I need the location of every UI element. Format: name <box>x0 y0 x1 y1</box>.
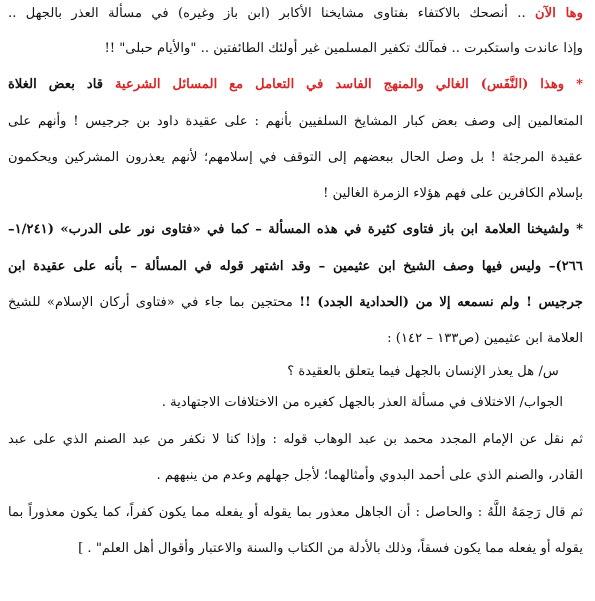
line-text: العلامة ابن عثيمين (ص١٣٣ – ١٤٢) : <box>387 331 583 346</box>
quote-answer-line <box>8 390 563 416</box>
line-text: ٢٦٦)– وليس فيها وصف الشيخ ابن عثيمين – وقد اشتهر قوله في المسألة – بأنه على عقيدة ابن <box>8 259 583 274</box>
line-text: .. أنصحك بالاكتفاء بفتاوى مشايخنا الأكابر (ابن باز وغيره) في مسألة العذر بالجهل .. <box>8 6 536 21</box>
line-text: محتجين بما جاء في «فتاوى أركان الإسلام» للشيخ <box>8 295 300 310</box>
paragraph-line-7 <box>8 217 583 243</box>
paragraph-line-5 <box>8 145 583 171</box>
paragraph-line-13 <box>8 427 583 453</box>
line-text: بإسلام الكافرين على فهم هؤلاء الزمرة الغالين ! <box>323 186 583 201</box>
paragraph-line-2 <box>8 36 583 62</box>
line-text: القادر، والصنم الذي على أحمد البدوي وأمثالهما؛ لأجل جهلهم وعدم من ينبههم . <box>156 468 583 483</box>
paragraph-line-1 <box>8 1 583 27</box>
line-text: ثم نقل عن الإمام المجدد محمد بن عبد الوهاب قوله : وإذا كنا لا نكفر من عبد الصنم الذي على عبد <box>8 432 583 447</box>
bullet-star: * <box>564 77 583 92</box>
paragraph-line-15 <box>8 500 583 526</box>
paragraph-line-14 <box>8 463 583 489</box>
highlight-phrase: وهذا (النَّفَس) الغالي والمنهج الفاسد في التعامل مع المسائل الشرعية <box>114 77 565 92</box>
line-text: * ولشيخنا العلامة ابن باز فتاوى كثيرة في هذه المسألة – كما في «فتاوى نور على الدرب» (١/٢٤١– <box>8 222 583 237</box>
paragraph-line-3 <box>8 72 583 98</box>
paragraph-line-6 <box>8 181 583 207</box>
paragraph-line-9 <box>8 290 583 316</box>
bold-phrase: جرجيس ! ولم نسمعه إلا من (الحدادية الجدد) !! <box>299 295 583 310</box>
line-text: ثم قال رَحِمَهُ اللَّهُ : والحاصل : أن الجاهل معذور بما يقوله أو يفعله مما يكون كفراً، كما يكون معذوراً بما <box>8 505 583 520</box>
line-text: عقيدة المرجئة ! بل وصل الحال ببعضهم إلى التوقف في إسلامهم؛ لأنهم يعذرون المشركين ويحكمون <box>8 150 583 165</box>
line-text: المتعالمين إلى وصف بعض كبار المشايخ السلفيين بأنهم : على عقيدة داود بن جرجيس ! وأنهم على <box>8 114 583 129</box>
line-text: س/ هل يعذر الإنسان بالجهل فيما يتعلق بالعقيدة ؟ <box>287 364 559 379</box>
line-text: وإذا عاندت واستكبرت .. فمآلك تكفير المسلمين غير أولئك الطائفتين .. "والأيام حبلى" !! <box>104 41 583 56</box>
line-text: الجواب/ الاختلاف في مسألة العذر بالجهل كغيره من الاختلافات الاجتهادية . <box>161 395 563 410</box>
paragraph-line-4 <box>8 109 583 135</box>
paragraph-line-8 <box>8 254 583 280</box>
line-text: قاد بعض الغلاة <box>8 77 115 92</box>
quote-question-line <box>8 359 559 385</box>
line-text: يقوله أو يفعله مما يكون فسقاً، وذلك بالأدلة من الكتاب والسنة والاعتبار وأقوال أهل العلم" . ] <box>78 541 583 556</box>
paragraph-line-10 <box>8 326 583 352</box>
highlight-phrase: وها الآن <box>535 6 583 21</box>
paragraph-line-16 <box>8 536 583 562</box>
